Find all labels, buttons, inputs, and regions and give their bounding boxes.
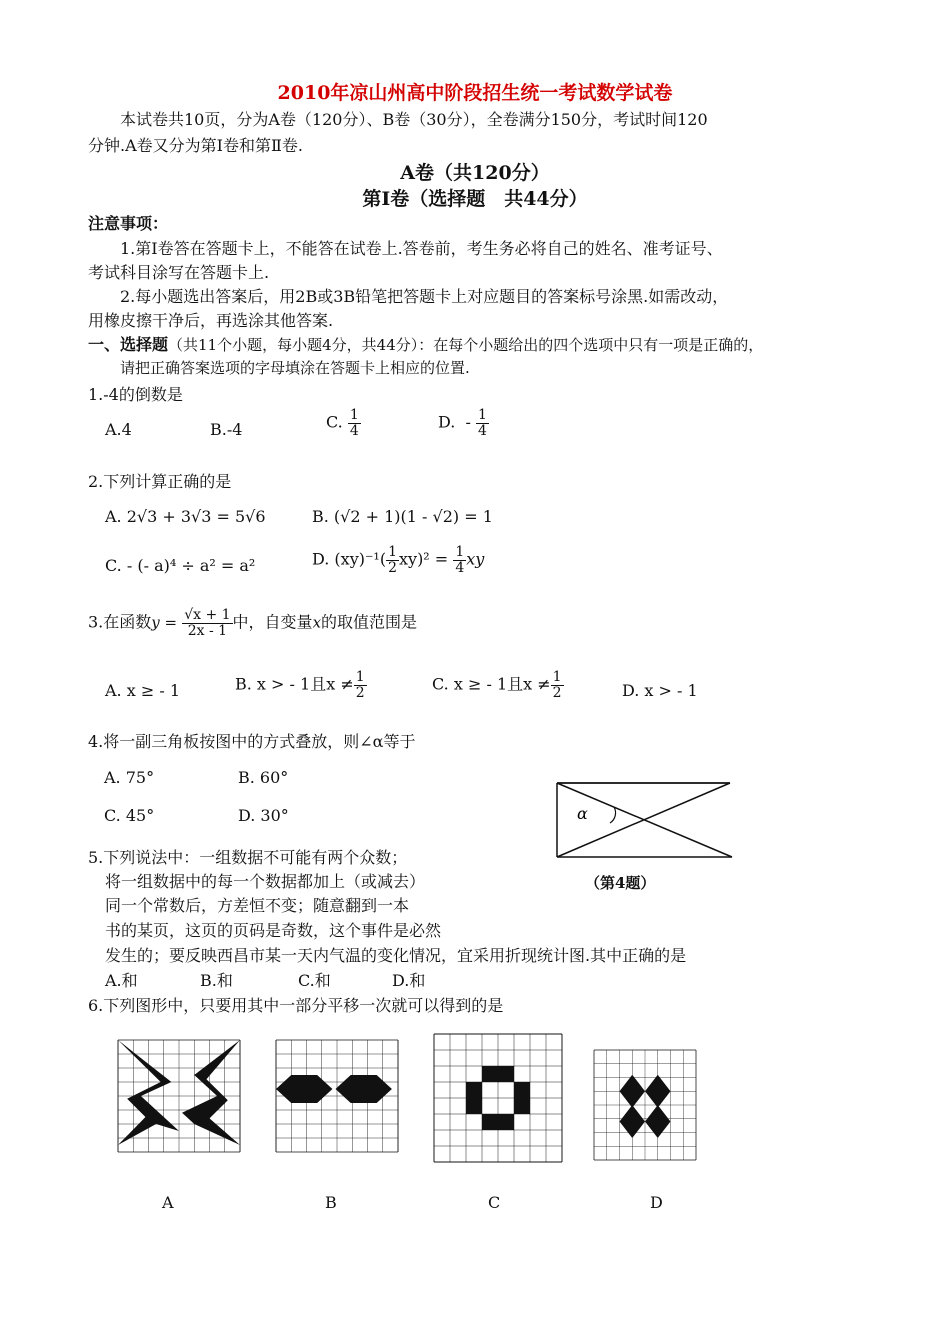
q2-option-d: D. (xy)⁻¹( $\frac{1}{2}$ xy)² = $\frac{1}{4}$ xy bbox=[312, 544, 485, 576]
q2-option-b: B. (√2 + 1)(1 - √2) = 1 bbox=[312, 507, 493, 526]
notice-item-2-line-1: 2.每小题选出答案后，用2B或3B铅笔把答题卡上对应题目的答案标号涂黑.如需改动， bbox=[120, 287, 729, 306]
q1-option-a: A.4 bbox=[105, 420, 132, 439]
section1-label: 一、选择题 bbox=[88, 335, 169, 354]
notice-item-1-line-1: 1.第Ⅰ卷答在答题卡上，不能答在试卷上.答卷前，考生务必将自己的姓名、准考证号、 bbox=[120, 239, 723, 258]
q2-option-a: A. 2√3 + 3√3 = 5√6 bbox=[105, 507, 266, 526]
intro-line-1: 本试卷共10页，分为A卷（120分）、B卷（30分），全卷满分150分，考试时间120 bbox=[120, 110, 708, 129]
q5-line-3: 同一个常数后，方差恒不变；随意翻到一本 bbox=[105, 896, 410, 915]
q6-figure-b bbox=[276, 1040, 398, 1152]
q5-line-5: 发生的；要反映西昌市某一天内气温的变化情况，宜采用折现统计图.其中正确的是 bbox=[105, 946, 687, 965]
q4-option-d: D. 30° bbox=[238, 806, 289, 825]
volume-a-heading: A卷（共120分） bbox=[400, 162, 550, 184]
q5-option-d: D.和 bbox=[392, 971, 426, 990]
q6-figure-c bbox=[434, 1034, 562, 1162]
q1-option-c: C. $\frac{1}{4}$ bbox=[326, 407, 359, 439]
q3-stem: 3.在函数y = $\frac{√x + 1}{2x - 1}$ 中，自变量x的取值范围是 bbox=[88, 607, 418, 639]
q5-option-b: B.和 bbox=[200, 971, 233, 990]
notice-item-1-line-2: 考试科目涂写在答题卡上. bbox=[88, 263, 270, 282]
q4-triangle-figure bbox=[552, 775, 742, 865]
q3-option-a: A. x ≥ - 1 bbox=[105, 681, 180, 700]
part1-heading: 第Ⅰ卷（选择题 共44分） bbox=[362, 188, 588, 210]
notice-heading: 注意事项： bbox=[88, 214, 169, 233]
q6-label-a: A bbox=[162, 1193, 174, 1212]
q3-option-b: B. x > - 1且x ≠ $\frac{1}{2}$ bbox=[235, 669, 365, 701]
q1-option-d: D. - $\frac{1}{4}$ bbox=[438, 407, 487, 439]
intro-line-2: 分钟.A卷又分为第Ⅰ卷和第Ⅱ卷. bbox=[88, 136, 303, 155]
q5-option-c: C.和 bbox=[298, 971, 331, 990]
q2-stem: 2.下列计算正确的是 bbox=[88, 472, 232, 491]
q6-figure-a bbox=[118, 1040, 240, 1152]
section1-desc-2: 请把正确答案选项的字母填涂在答题卡上相应的位置. bbox=[120, 359, 470, 377]
q6-label-d: D bbox=[650, 1193, 663, 1212]
q4-option-c: C. 45° bbox=[104, 806, 155, 825]
q6-stem: 6.下列图形中，只要用其中一部分平移一次就可以得到的是 bbox=[88, 996, 504, 1015]
q4-stem: 4.将一副三角板按图中的方式叠放，则∠α等于 bbox=[88, 732, 416, 751]
q1-stem: 1.-4的倒数是 bbox=[88, 385, 183, 404]
q2-option-c: C. - (- a)⁴ ÷ a² = a² bbox=[105, 556, 256, 575]
q4-option-a: A. 75° bbox=[104, 768, 155, 787]
q1-option-b: B.-4 bbox=[210, 420, 243, 439]
q5-line-2: 将一组数据中的每一个数据都加上（或减去） bbox=[105, 872, 426, 891]
section1-desc: （共11个小题，每小题4分，共44分）：在每个小题给出的四个选项中只有一项是正确的， bbox=[168, 336, 764, 354]
q6-label-b: B bbox=[325, 1193, 337, 1212]
q4-option-b: B. 60° bbox=[238, 768, 289, 787]
q5-line-4: 书的某页，这页的页码是奇数，这个事件是必然 bbox=[105, 921, 442, 940]
q3-option-c: C. x ≥ - 1且x ≠ $\frac{1}{2}$ bbox=[432, 669, 562, 701]
q5-line-1: 5.下列说法中：一组数据不可能有两个众数； bbox=[88, 848, 408, 867]
q5-option-a: A.和 bbox=[105, 971, 138, 990]
q4-caption: （第4题） bbox=[585, 874, 656, 892]
q6-figure-d bbox=[594, 1050, 696, 1160]
notice-item-2-line-2: 用橡皮擦干净后，再选涂其他答案. bbox=[88, 311, 334, 330]
exam-title: 2010年凉山州高中阶段招生统一考试数学试卷 bbox=[277, 82, 673, 104]
q3-option-d: D. x > - 1 bbox=[622, 681, 698, 700]
section1-header bbox=[88, 332, 763, 355]
alpha-label: α bbox=[577, 804, 588, 823]
q6-label-c: C bbox=[488, 1193, 501, 1212]
